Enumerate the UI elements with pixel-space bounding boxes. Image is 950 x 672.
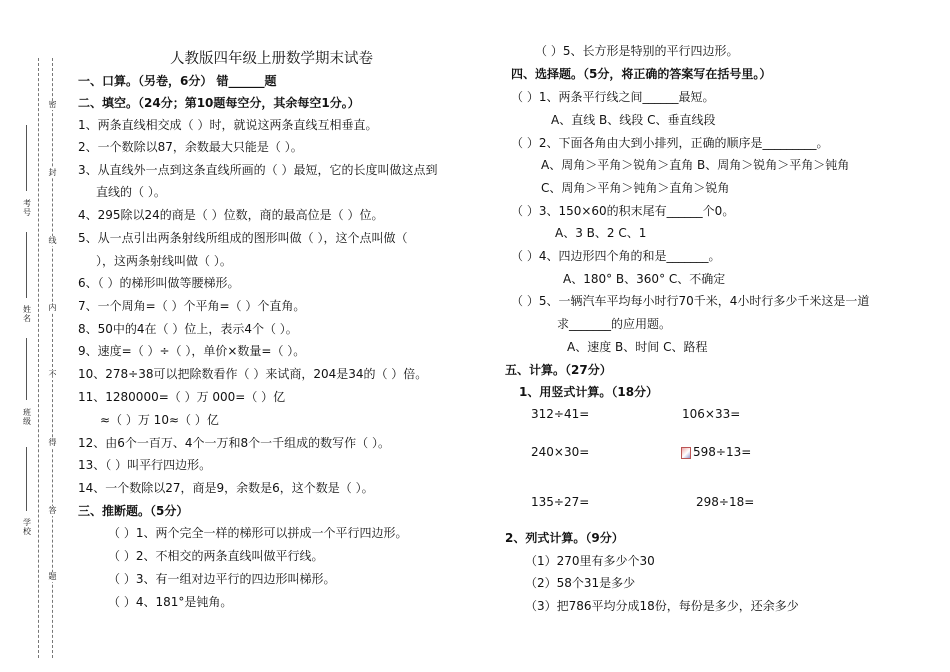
section-heading-calc: 五、计算。（27分） xyxy=(505,363,612,377)
question-line: （ ）5、一辆汽车平均每小时行70千米，4小时行多少千米这是一道 xyxy=(511,294,870,308)
word-problem: （1）270里有多少个30 xyxy=(525,554,655,568)
question-line: 9、速度=（ ）÷（ ），单价×数量=（ ）。 xyxy=(78,344,306,358)
calc-problem: 312÷41= xyxy=(531,407,590,421)
choice-options: A、180° B、360° C、不确定 xyxy=(563,272,726,286)
choice-options: A、3 B、2 C、1 xyxy=(555,226,647,240)
choice-options: C、周角＞平角＞钝角＞直角＞锐角 xyxy=(541,181,730,195)
question-line: 12、由6个一百万、4个一万和8个一千组成的数写作（ ）。 xyxy=(78,436,390,450)
seal-char: 线 xyxy=(48,236,57,245)
question-line: 2、一个数除以87，余数最大只能是（ ）。 xyxy=(78,140,303,154)
calc-problem: 135÷27= xyxy=(531,495,590,509)
question-line: 6、（ ）的梯形叫做等腰梯形。 xyxy=(78,276,240,290)
field-school-line xyxy=(26,447,27,511)
field-class-line xyxy=(26,338,27,400)
section-heading-choice: 四、选择题。（5分，将正确的答案写在括号里。） xyxy=(511,67,772,81)
question-line: 求_______的应用题。 xyxy=(557,317,672,331)
broken-image-icon xyxy=(681,447,691,459)
choice-options: A、直线 B、线段 C、垂直线段 xyxy=(551,113,716,127)
question-line: 3、从直线外一点到这条直线所画的（ ）最短，它的长度叫做这点到 xyxy=(78,163,438,177)
field-name-line xyxy=(26,232,27,298)
seal-char: 题 xyxy=(48,572,57,581)
question-line: 14、一个数除以27，商是9，余数是6，这个数是（ ）。 xyxy=(78,481,374,495)
question-line: 直线的（ ）。 xyxy=(96,185,166,199)
question-line: 8、50中的4在（ ）位上，表示4个（ ）。 xyxy=(78,322,298,336)
subsection-word-calc: 2、列式计算。（9分） xyxy=(505,531,624,545)
question-line: （ ）2、不相交的两条直线叫做平行线。 xyxy=(108,549,324,563)
calc-problem: 106×33= xyxy=(682,407,741,421)
binding-line-inner xyxy=(52,58,53,658)
seal-char: 内 xyxy=(48,303,57,312)
field-name-label: 姓名 xyxy=(23,305,31,323)
question-line: （ ）1、两个完全一样的梯形可以拼成一个平行四边形。 xyxy=(108,526,408,540)
binding-margin xyxy=(0,0,70,672)
question-line: 7、一个周角=（ ）个平角=（ ）个直角。 xyxy=(78,299,306,313)
field-class-label: 班级 xyxy=(23,408,31,426)
question-line: （ ）1、两条平行线之间______最短。 xyxy=(511,90,715,104)
seal-char: 封 xyxy=(48,168,57,177)
seal-char: 密 xyxy=(48,100,57,109)
question-line: 13、（ ）叫平行四边形。 xyxy=(78,458,212,472)
section-heading-judge: 三、推断题。（5分） xyxy=(78,504,189,518)
question-line: （ ）4、181°是钝角。 xyxy=(108,595,233,609)
question-line: 11、1280000=（ ）万 000=（ ）亿 xyxy=(78,390,286,404)
question-line: 1、两条直线相交成（ ）时，就说这两条直线互相垂直。 xyxy=(78,118,378,132)
question-line: （ ）4、四边形四个角的和是_______。 xyxy=(511,249,721,263)
binding-line-outer xyxy=(38,58,39,658)
choice-options: A、周角＞平角＞锐角＞直角 B、周角＞锐角＞平角＞钝角 xyxy=(541,158,850,172)
page-title: 人教版四年级上册数学期末试卷 xyxy=(170,51,373,67)
question-line: ≈（ ）万 10≈（ ）亿 xyxy=(100,413,219,427)
question-line: ），这两条射线叫做（ ）。 xyxy=(96,254,232,268)
calc-problem: 240×30= xyxy=(531,445,590,459)
choice-options: A、速度 B、时间 C、路程 xyxy=(567,340,708,354)
seal-char: 答 xyxy=(48,506,57,515)
question-line: （ ）5、长方形是特别的平行四边形。 xyxy=(535,44,739,58)
seal-char: 得 xyxy=(48,438,57,447)
word-problem: （3）把786平均分成18份，每份是多少，还余多少 xyxy=(525,599,799,613)
section-heading-fill: 二、填空。（24分；第10题每空分，其余每空1分。） xyxy=(78,96,360,110)
question-line: 4、295除以24的商是（ ）位数，商的最高位是（ ）位。 xyxy=(78,208,384,222)
field-exam-number-label: 考号 xyxy=(23,199,31,217)
question-line: 5、从一点引出两条射线所组成的图形叫做（ ），这个点叫做（ xyxy=(78,231,408,245)
seal-char: 不 xyxy=(48,370,57,379)
calc-problem: 298÷18= xyxy=(696,495,755,509)
calc-problem: 598÷13= xyxy=(693,445,752,459)
question-line: （ ）3、有一组对边平行的四边形叫梯形。 xyxy=(108,572,336,586)
word-problem: （2）58个31是多少 xyxy=(525,576,636,590)
subsection-vertical-calc: 1、用竖式计算。（18分） xyxy=(519,385,659,399)
question-line: 10、278÷38可以把除数看作（ ）来试商，204是34的（ ）倍。 xyxy=(78,367,428,381)
question-line: （ ）2、下面各角由大到小排列，正确的顺序是_________。 xyxy=(511,136,829,150)
field-school-label: 学校 xyxy=(23,518,31,536)
section-heading-oral: 一、口算。（另卷，6分） 错______题 xyxy=(78,74,277,88)
question-line: （ ）3、150×60的积末尾有______个0。 xyxy=(511,204,735,218)
field-exam-number-line xyxy=(26,125,27,191)
